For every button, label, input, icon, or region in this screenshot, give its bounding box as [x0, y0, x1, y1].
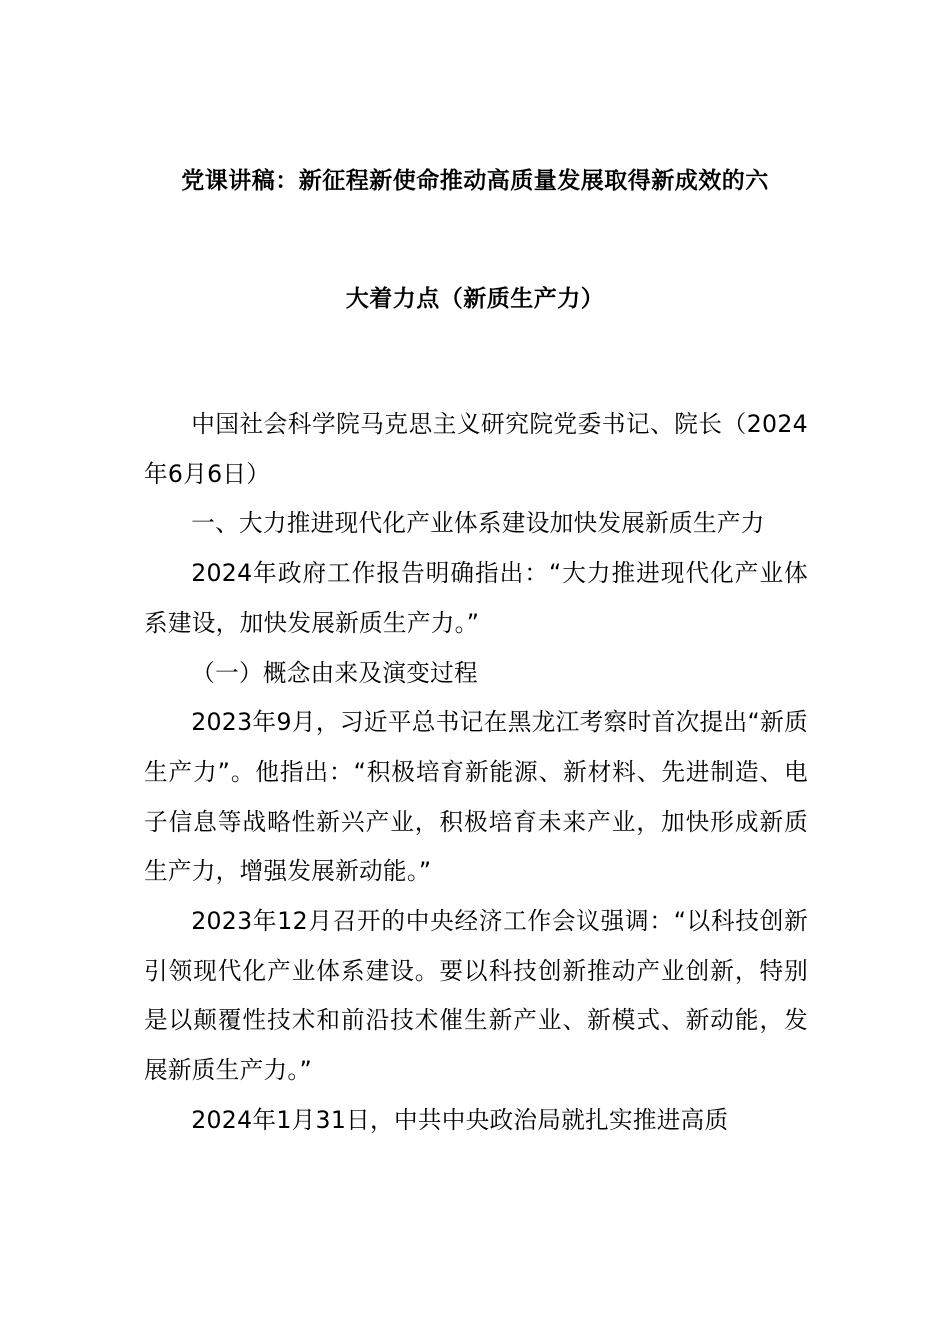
document-body: [144, 400, 808, 1146]
body-paragraph: 2023年12月召开的中央经济工作会议强调：“以科技创新引领现代化产业体系建设。要以科技创新推动产业创新，特别是以颠覆性技术和前沿技术催生新产业、新模式、新动能，发展新质生产力。”: [144, 907, 808, 1085]
document-title-line-2: 大着力点（新质生产力）: [345, 286, 605, 312]
author-paragraph: 中国社会科学院马克思主义研究院党委书记、院长（2024年6月6日）: [144, 410, 808, 488]
document-title-line-1: 党课讲稿：新征程新使命推动高质量发展取得新成效的六: [181, 168, 769, 194]
body-paragraph: 2024年1月31日，中共中央政治局就扎实推进高质: [191, 1105, 729, 1134]
subsection-heading-1: （一）概念由来及演变过程: [191, 658, 478, 687]
section-heading-1: 一、大力推进现代化产业体系建设加快发展新质生产力: [191, 509, 765, 538]
body-paragraph: 2024年政府工作报告明确指出：“大力推进现代化产业体系建设，加快发展新质生产力。”: [144, 559, 808, 637]
body-paragraph: 2023年9月，习近平总书记在黑龙江考察时首次提出“新质生产力”。他指出：“积极培育新能源、新材料、先进制造、电子信息等战略性新兴产业，积极培育未来产业，加快形成新质生产力，增强发展新动能。”: [144, 708, 808, 886]
